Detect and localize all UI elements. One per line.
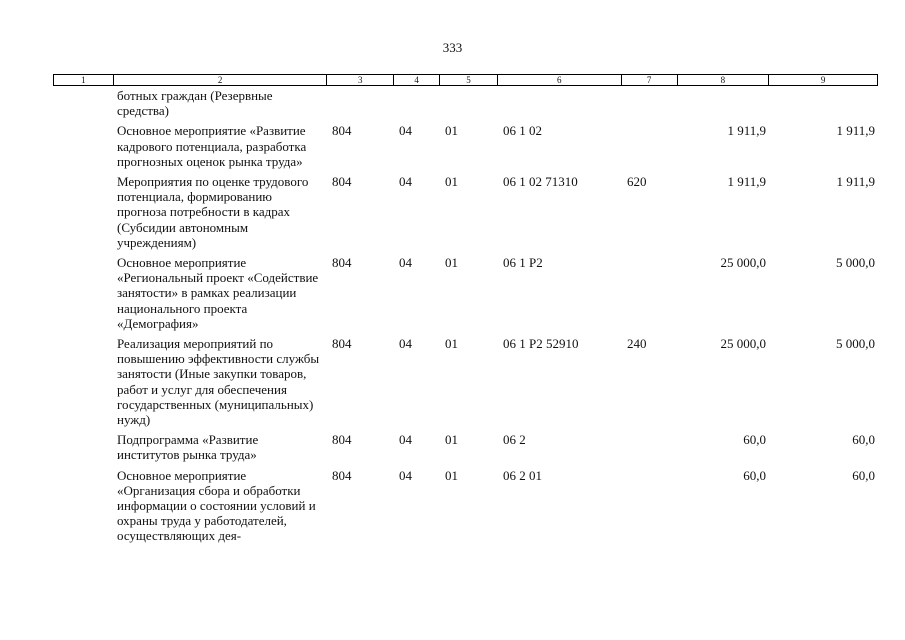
target-article-cell: 06 1 P2 <box>503 255 543 271</box>
target-article-cell: 06 2 01 <box>503 467 542 483</box>
amount-year-2-cell <box>769 88 878 123</box>
amount-year-2-cell: 1 911,9 <box>836 174 875 190</box>
expense-type-cell <box>621 432 677 467</box>
amount-year-1-cell: 1 911,9 <box>727 123 766 139</box>
blank-cell <box>53 123 112 174</box>
column-number-header <box>53 74 878 86</box>
column-header-8: 8 <box>677 75 769 85</box>
target-article-cell: 06 2 <box>503 432 526 448</box>
section-code-cell: 04 <box>399 123 412 139</box>
amount-year-1-cell: 60,0 <box>743 432 766 448</box>
ministry-code-cell: 804 <box>332 336 352 352</box>
section-code-cell: 04 <box>399 432 412 448</box>
blank-cell <box>53 432 112 467</box>
blank-cell <box>53 88 112 123</box>
ministry-code-cell: 804 <box>332 174 352 190</box>
amount-year-2-cell: 5 000,0 <box>836 255 875 271</box>
item-name-cell: Мероприятия по оценке трудового потенциала, формированию прогноза потребности в кадрах (Субсидии автономным учреждениям) <box>117 174 309 250</box>
expense-type-cell <box>621 255 677 336</box>
subsection-code-cell: 01 <box>445 123 458 139</box>
item-name-cell: Реализация мероприятий по повышению эффективности службы занятости (Иные закупки товаров, работ и услуг для обеспечения государственных (муниципальных) нужд) <box>117 336 320 428</box>
amount-year-1-cell <box>677 88 769 123</box>
column-header-2: 2 <box>113 75 326 85</box>
subsection-code-cell: 01 <box>445 432 458 448</box>
target-article-cell: 06 1 02 71310 <box>503 174 578 190</box>
table-row <box>53 432 878 467</box>
table-row <box>53 123 878 174</box>
amount-year-2-cell: 60,0 <box>852 432 875 448</box>
amount-year-2-cell: 5 000,0 <box>836 336 875 352</box>
column-header-9: 9 <box>768 75 877 85</box>
amount-year-1-cell: 25 000,0 <box>720 255 766 271</box>
item-name-cell: Основное мероприятие «Региональный проект «Содействие занятости» в рамках реализации национального проекта «Демография» <box>117 255 319 331</box>
section-code-cell: 04 <box>399 255 412 271</box>
amount-year-1-cell: 25 000,0 <box>720 336 766 352</box>
amount-year-2-cell: 60,0 <box>852 467 875 483</box>
blank-cell <box>53 468 112 549</box>
blank-cell <box>53 174 112 255</box>
item-name-cell: Основное мероприятие «Развитие кадрового потенциала, разработка прогнозных оценок рынка труда» <box>117 123 307 169</box>
ministry-code-cell: 804 <box>332 432 352 448</box>
table-body <box>53 88 878 549</box>
column-header-4: 4 <box>393 75 439 85</box>
amount-year-1-cell: 60,0 <box>743 467 766 483</box>
blank-cell <box>53 336 112 432</box>
ministry-code-cell: 804 <box>332 255 352 271</box>
section-code-cell: 04 <box>399 467 412 483</box>
budget-table <box>53 88 878 549</box>
table-row <box>53 255 878 336</box>
page-number: 333 <box>442 40 463 55</box>
expense-type-cell: 620 <box>627 174 647 190</box>
column-header-1: 1 <box>81 75 86 85</box>
column-header-7: 7 <box>621 75 677 85</box>
subsection-code-cell: 01 <box>445 255 458 271</box>
expense-type-cell <box>621 123 677 174</box>
section-code-cell: 04 <box>399 174 412 190</box>
item-name-cell: Основное мероприятие «Организация сбора и обработки информации о состоянии условий и охраны труда у работодателей, осуществляющих дея- <box>117 467 316 544</box>
section-code-cell <box>393 88 439 123</box>
item-name-cell: ботных граждан (Резервные средства) <box>117 88 273 119</box>
expense-type-cell <box>621 88 677 123</box>
subsection-code-cell: 01 <box>445 467 458 483</box>
column-header-5: 5 <box>439 75 497 85</box>
expense-type-cell <box>621 468 677 549</box>
subsection-code-cell <box>439 88 497 123</box>
table-row <box>53 174 878 255</box>
ministry-code-cell: 804 <box>332 123 352 139</box>
column-header-3: 3 <box>326 75 393 85</box>
section-code-cell: 04 <box>399 336 412 352</box>
target-article-cell: 06 1 P2 52910 <box>503 336 579 352</box>
column-header-6: 6 <box>497 75 621 85</box>
table-row <box>53 468 878 549</box>
table-row <box>53 88 878 123</box>
ministry-code-cell <box>326 88 393 123</box>
ministry-code-cell: 804 <box>332 467 352 483</box>
amount-year-1-cell: 1 911,9 <box>727 174 766 190</box>
blank-cell <box>53 255 112 336</box>
target-article-cell <box>497 88 621 123</box>
table-row <box>53 336 878 432</box>
amount-year-2-cell: 1 911,9 <box>836 123 875 139</box>
item-name-cell: Подпрограмма «Развитие институтов рынка труда» <box>117 432 259 463</box>
subsection-code-cell: 01 <box>445 174 458 190</box>
target-article-cell: 06 1 02 <box>503 123 542 139</box>
subsection-code-cell: 01 <box>445 336 458 352</box>
expense-type-cell: 240 <box>627 336 647 352</box>
